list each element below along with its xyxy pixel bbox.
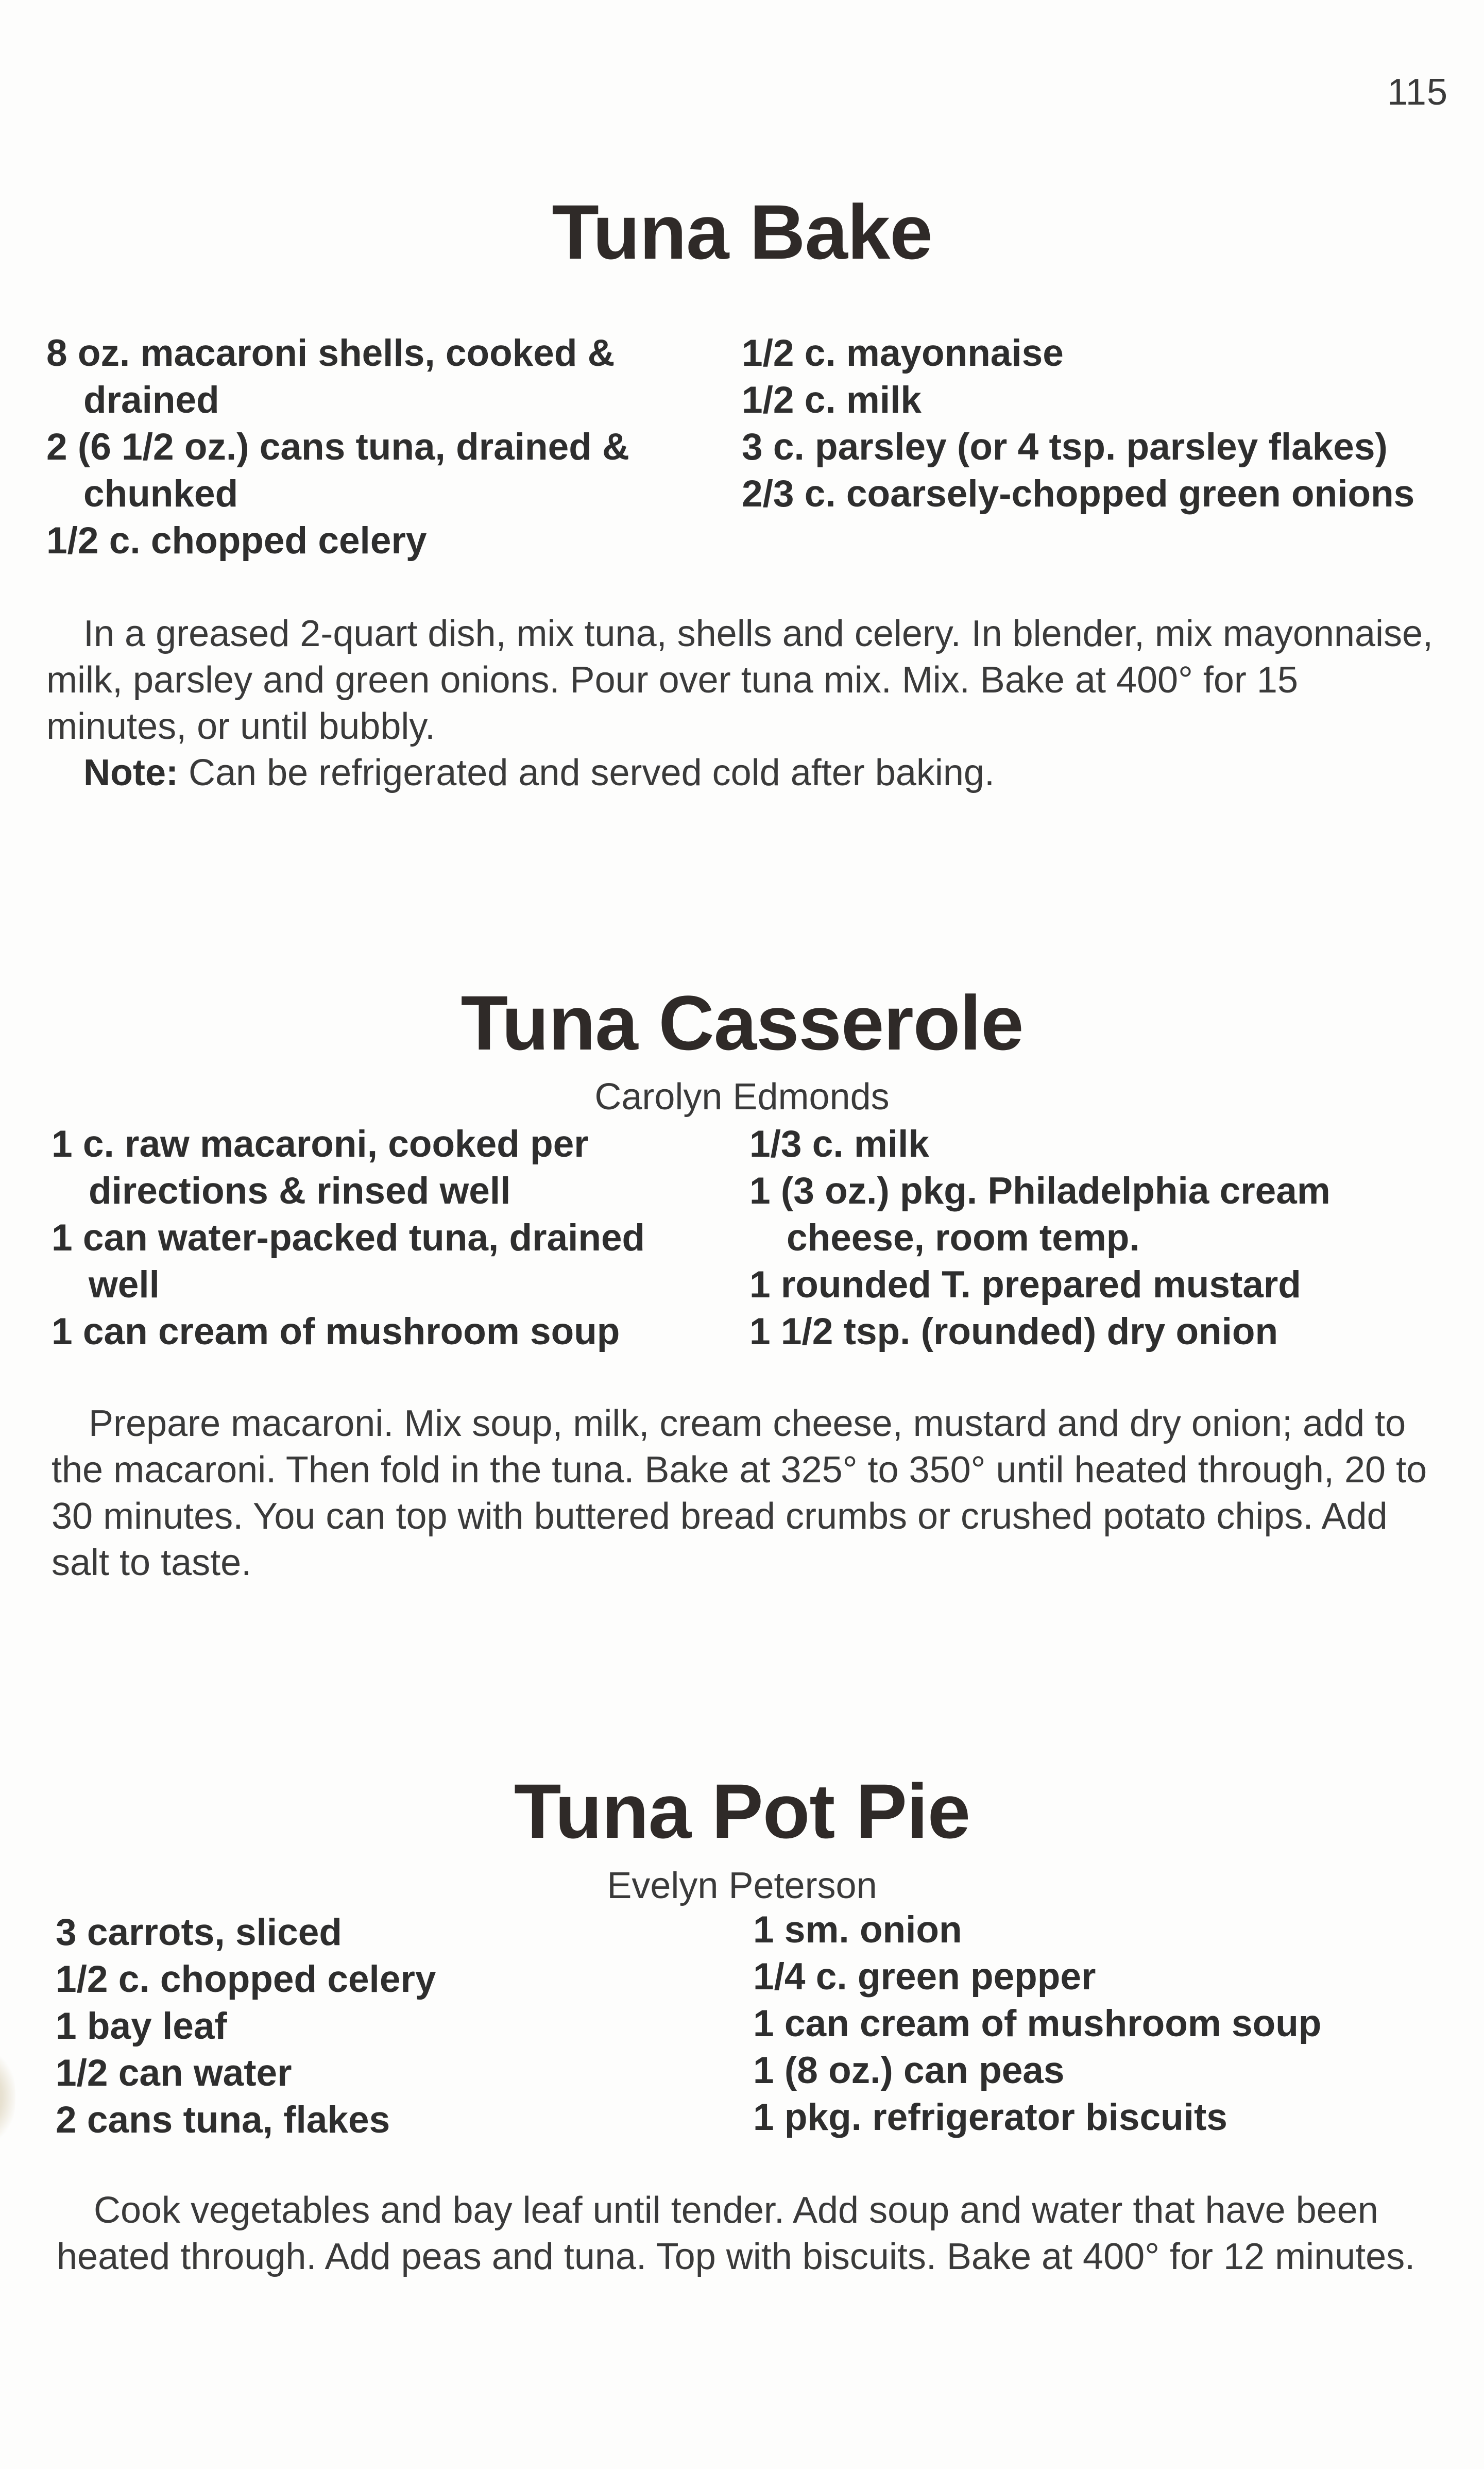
ingredient-item: 1 (8 oz.) can peas: [753, 2050, 1065, 2091]
recipe-title: Tuna Bake: [552, 189, 932, 275]
ingredient-item: 1 (3 oz.) pkg. Philadelphia cream cheese, room temp.: [749, 1170, 1331, 1259]
page-edge-shadow: [0, 2051, 15, 2143]
recipe-directions: Prepare macaroni. Mix soup, milk, cream cheese, mustard and dry onion; add to the macaroni. Then fold in the tuna. Bake at 325° to 350° until heated through, 20 to 30 minutes. You can top with buttered bread crumbs or crushed potato chips. Add salt to taste.: [52, 1403, 1427, 1583]
ingredient-item: 1 sm. onion: [753, 1909, 962, 1951]
ingredient-item: 3 c. parsley (or 4 tsp. parsley flakes): [742, 426, 1388, 468]
ingredient-item: 2 (6 1/2 oz.) cans tuna, drained & chunked: [46, 426, 629, 515]
ingredient-item: 8 oz. macaroni shells, cooked & drained: [46, 332, 615, 421]
ingredient-item: 1 1/2 tsp. (rounded) dry onion: [749, 1311, 1278, 1352]
recipe-directions: In a greased 2-quart dish, mix tuna, shells and celery. In blender, mix mayonnaise, milk, parsley and green onions. Pour over tuna mix. Mix. Bake at 400° for 15 minutes, or until bubbly.: [46, 613, 1434, 747]
ingredients-right-column: [749, 1121, 1445, 1355]
ingredient-item: 1/3 c. milk: [749, 1123, 929, 1165]
ingredient-item: 2 cans tuna, flakes: [56, 2099, 390, 2141]
ingredient-item: 1 can cream of mushroom soup: [753, 2003, 1322, 2044]
ingredient-item: 1 can water-packed tuna, drained well: [52, 1217, 645, 1306]
ingredient-item: 1/4 c. green pepper: [753, 1956, 1096, 1998]
ingredient-item: 1/2 c. mayonnaise: [742, 332, 1064, 374]
ingredients-left-column: [52, 1121, 721, 1355]
ingredients-left-column: [46, 330, 706, 564]
ingredient-item: 1 can cream of mushroom soup: [52, 1311, 620, 1352]
recipe-author: Carolyn Edmonds: [594, 1076, 890, 1118]
ingredient-item: 3 carrots, sliced: [56, 1912, 342, 1953]
ingredient-item: 1 c. raw macaroni, cooked per directions & rinsed well: [52, 1123, 589, 1212]
recipe-directions: Cook vegetables and bay leaf until tender. Add soup and water that have been heated through. Add peas and tuna. Top with biscuits. Bake at 400° for 12 minutes.: [57, 2190, 1415, 2277]
ingredient-item: 1/2 c. chopped celery: [56, 1958, 436, 2000]
recipe-title: Tuna Casserole: [460, 979, 1024, 1066]
ingredient-item: 1 bay leaf: [56, 2005, 227, 2047]
ingredients-left-column: [56, 1909, 725, 2143]
ingredient-item: 1/2 c. milk: [742, 379, 922, 421]
recipe-note: [83, 750, 1423, 796]
note-label: Note:: [83, 752, 178, 793]
ingredient-item: 1/2 c. chopped celery: [46, 520, 427, 562]
ingredients-right-column: [742, 330, 1442, 517]
ingredients-right-column: [753, 1906, 1448, 2141]
ingredient-item: 2/3 c. coarsely-chopped green onions: [742, 473, 1415, 515]
page-number: 115: [1387, 72, 1448, 113]
ingredient-item: 1 pkg. refrigerator biscuits: [753, 2096, 1227, 2138]
recipe-author: Evelyn Peterson: [607, 1865, 877, 1906]
recipe-title: Tuna Pot Pie: [514, 1768, 970, 1854]
ingredient-item: 1 rounded T. prepared mustard: [749, 1264, 1301, 1306]
note-text: Can be refrigerated and served cold after baking.: [189, 752, 995, 793]
ingredient-item: 1/2 can water: [56, 2052, 292, 2094]
